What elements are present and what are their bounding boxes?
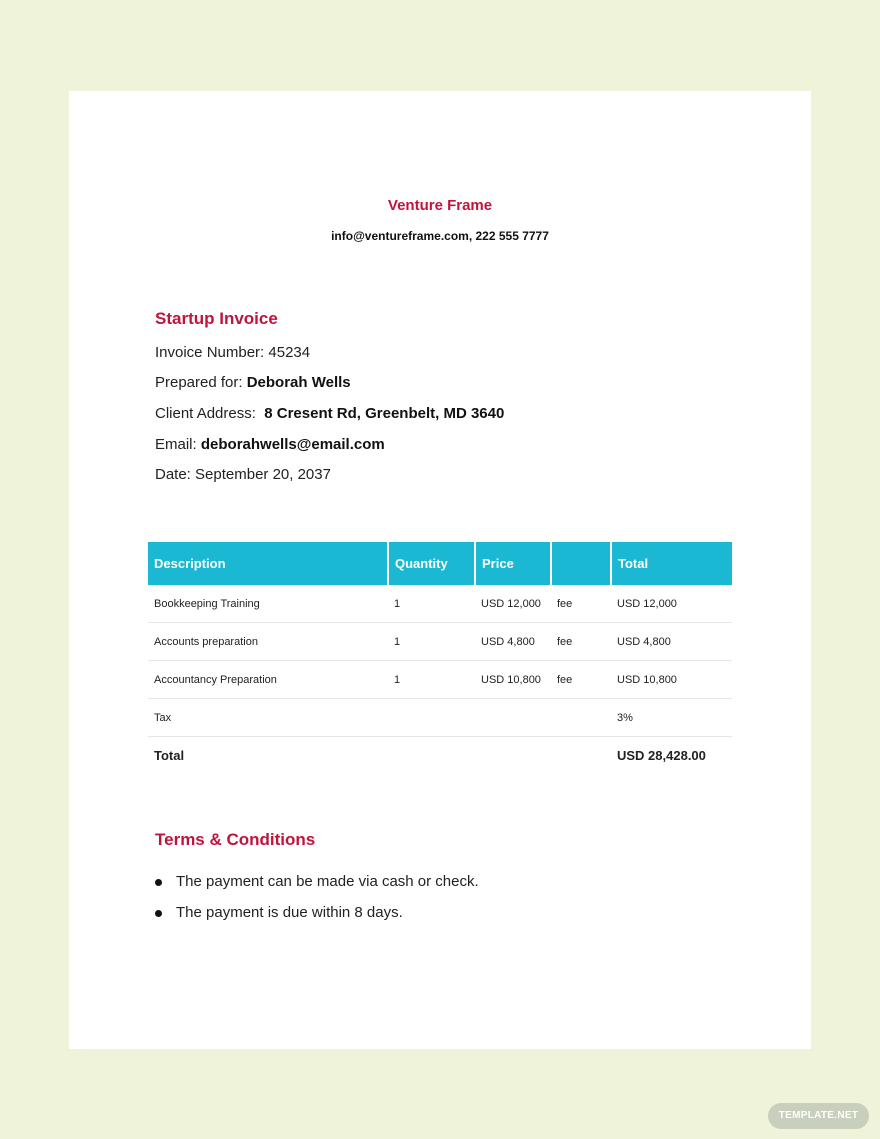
header-total: Total	[611, 542, 732, 585]
invoice-title: Startup Invoice	[155, 309, 278, 328]
client-email: deborahwells@email.com	[200, 436, 385, 453]
watermark-badge: TEMPLATE.NET	[768, 1103, 869, 1129]
email-label: Email:	[155, 436, 197, 453]
row-total: USD 10,800	[611, 661, 732, 699]
client-address-label: Client Address:	[155, 405, 256, 422]
table-header-row	[148, 542, 732, 585]
row-unit: fee	[551, 585, 611, 623]
invoice-date: September 20, 2037	[195, 466, 331, 483]
prepared-for-label: Prepared for:	[155, 374, 243, 391]
total-label: Total	[154, 748, 185, 763]
row-total: USD 12,000	[611, 585, 732, 623]
header-quantity: Quantity	[388, 542, 475, 585]
row-quantity: 1	[388, 623, 475, 661]
total-row	[148, 737, 732, 775]
row-unit: fee	[551, 623, 611, 661]
company-contact: info@ventureframe.com, 222 555 7777	[331, 229, 549, 243]
table-row	[148, 661, 732, 699]
header-unit	[551, 542, 611, 585]
row-price: USD 4,800	[475, 623, 551, 661]
row-total: USD 4,800	[611, 623, 732, 661]
table-row	[148, 585, 732, 623]
row-unit: fee	[551, 661, 611, 699]
client-address-line	[155, 405, 504, 422]
total-value: USD 28,428.00	[617, 748, 706, 763]
list-item: The payment can be made via cash or check.	[155, 871, 479, 902]
prepared-for-line	[155, 374, 351, 391]
row-description: Bookkeeping Training	[148, 585, 388, 623]
invoice-number-line	[155, 344, 310, 361]
row-description: Accounts preparation	[148, 623, 388, 661]
invoice-page	[69, 91, 811, 1049]
terms-list	[155, 871, 479, 933]
terms-title: Terms & Conditions	[155, 830, 316, 849]
email-line	[155, 436, 385, 453]
prepared-for-name: Deborah Wells	[246, 374, 351, 391]
row-price: USD 10,800	[475, 661, 551, 699]
row-quantity: 1	[388, 661, 475, 699]
company-name: Venture Frame	[387, 197, 493, 214]
invoice-number: 45234	[268, 344, 311, 361]
line-items-table	[148, 542, 732, 774]
tax-value: 3%	[611, 699, 732, 737]
date-label: Date:	[155, 466, 191, 483]
row-price: USD 12,000	[475, 585, 551, 623]
header-description: Description	[148, 542, 388, 585]
row-description: Accountancy Preparation	[148, 661, 388, 699]
header-price: Price	[475, 542, 551, 585]
tax-row	[148, 699, 732, 737]
list-item: The payment is due within 8 days.	[155, 902, 479, 933]
client-address: 8 Cresent Rd, Greenbelt, MD 3640	[264, 405, 505, 422]
row-quantity: 1	[388, 585, 475, 623]
invoice-number-label: Invoice Number:	[155, 344, 265, 361]
tax-label: Tax	[148, 699, 388, 737]
table-row	[148, 623, 732, 661]
date-line	[155, 466, 331, 483]
